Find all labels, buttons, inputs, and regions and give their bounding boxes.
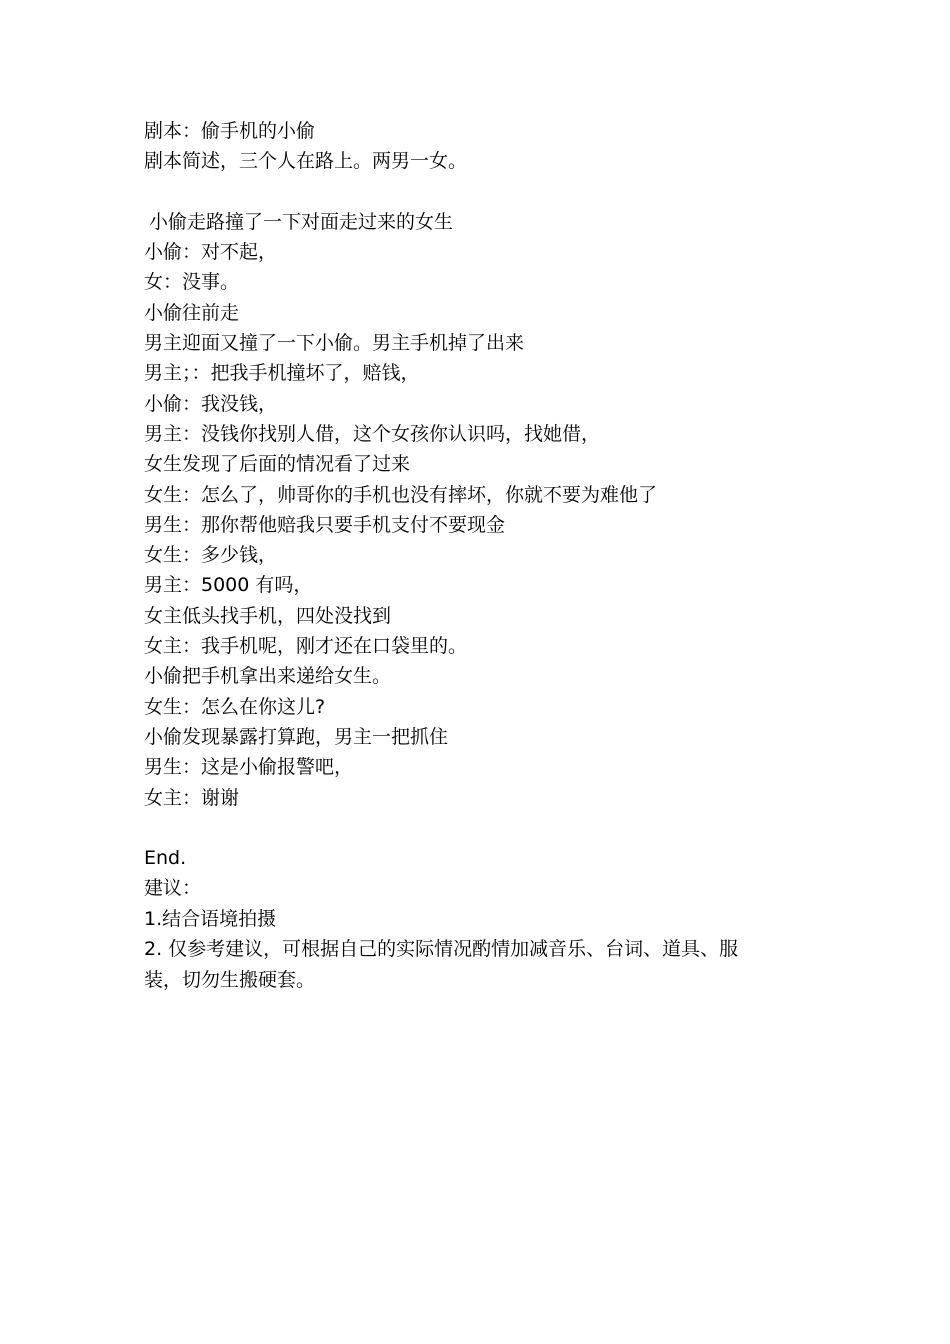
- suggestion-item: 2. 仅参考建议，可根据自己的实际情况酌情加减音乐、台词、道具、服装，切勿生搬硬套。: [144, 938, 739, 992]
- script-line: 女生：怎么在你这儿?: [144, 695, 326, 718]
- script-line: 女生发现了后面的情况看了过来: [144, 453, 411, 476]
- script-line: 女主：谢谢: [144, 786, 240, 809]
- suggestion-item: 1.结合语境拍摄: [144, 907, 277, 930]
- script-line: 小偷发现暴露打算跑，男主一把抓住: [144, 725, 449, 748]
- script-line: 小偷：我没钱，: [144, 392, 278, 415]
- script-line: 女主低头找手机，四处没找到: [144, 604, 392, 627]
- script-line: 女主：我手机呢，刚才还在口袋里的。: [144, 635, 468, 658]
- script-line: 小偷往前走: [144, 301, 240, 324]
- script-line: 女生：怎么了，帅哥你的手机也没有摔坏，你就不要为难他了: [144, 483, 658, 506]
- script-line: 小偷把手机拿出来递给女生。: [144, 665, 392, 688]
- script-synopsis: 剧本简述，三个人在路上。两男一女。: [144, 150, 468, 173]
- script-line: 男主迎面又撞了一下小偷。男主手机掉了出来: [144, 332, 525, 355]
- document-body: [144, 116, 744, 996]
- script-title: 剧本：偷手机的小偷: [144, 120, 316, 142]
- script-line: 女生：多少钱，: [144, 544, 278, 567]
- script-line: 小偷：对不起，: [144, 241, 278, 264]
- script-line: 女：没事。: [144, 271, 240, 294]
- script-line: 男主：5000 有吗，: [144, 574, 313, 597]
- suggestions-label: 建议：: [144, 877, 202, 900]
- script-line: 男生：那你帮他赔我只要手机支付不要现金: [144, 513, 506, 536]
- end-marker: End.: [144, 847, 187, 870]
- script-line: 男主；：把我手机撞坏了，赔钱，: [144, 362, 420, 385]
- script-line: 男生：这是小偷报警吧，: [144, 756, 354, 779]
- blank-line: [144, 177, 744, 207]
- script-line: 男主：没钱你找别人借，这个女孩你认识吗，找她借，: [144, 422, 601, 445]
- blank-line: [144, 813, 744, 843]
- scene-intro: 小偷走路撞了一下对面走过来的女生: [149, 210, 454, 233]
